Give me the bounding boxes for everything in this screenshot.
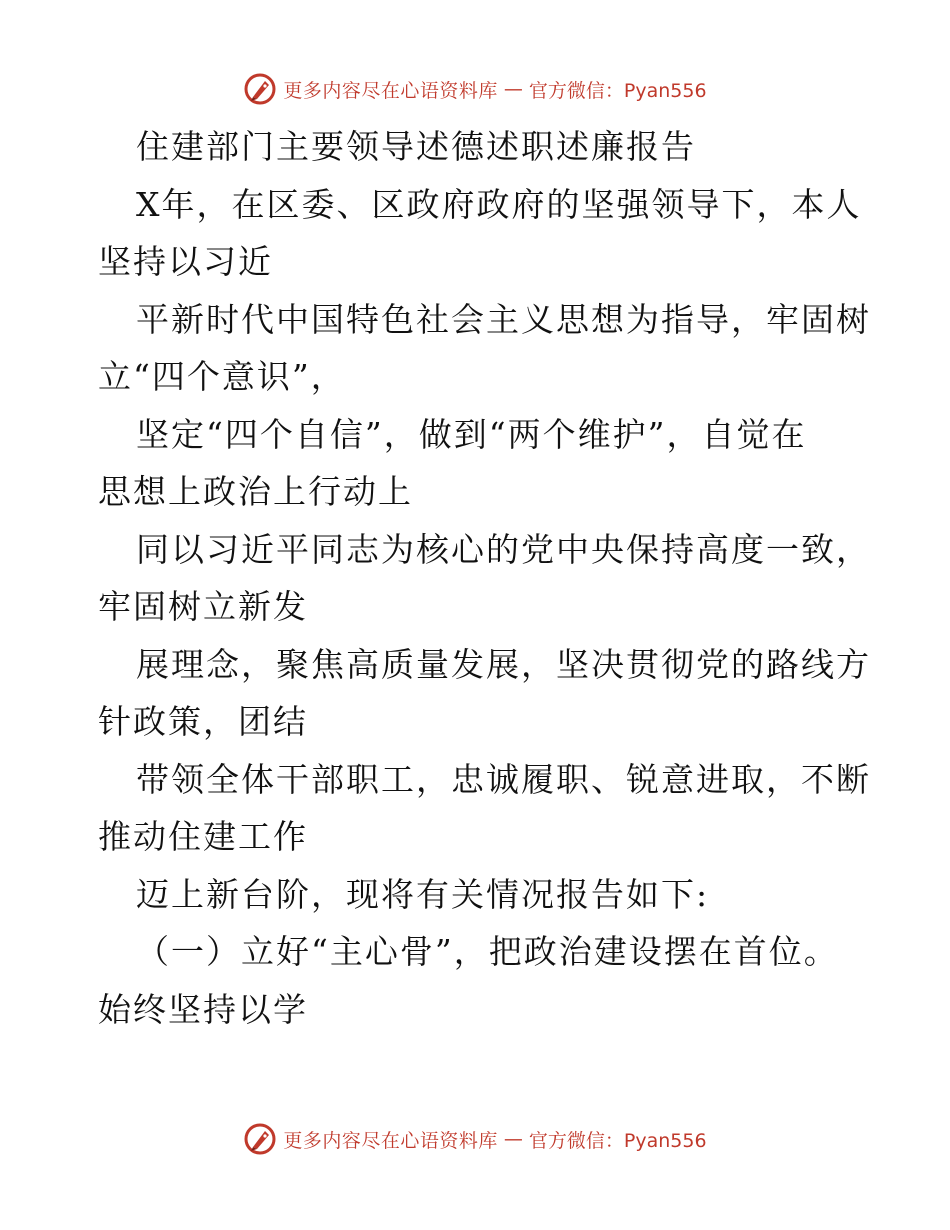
document-line: 迈上新台阶，现将有关情况报告如下: bbox=[136, 874, 710, 914]
document-body bbox=[98, 118, 871, 1038]
banner-dash: — bbox=[503, 78, 523, 100]
document-line: 带领全体干部职工，忠诚履职、锐意进取，不断 bbox=[136, 759, 871, 799]
pen-nib-logo-icon bbox=[243, 1122, 277, 1156]
document-line: 同以习近平同志为核心的党中央保持高度一致， bbox=[136, 529, 871, 569]
banner-brand-text: 更多内容尽在心语资料库 bbox=[283, 1129, 498, 1152]
banner-wechat-text: 官方微信：Pyan556 bbox=[528, 79, 707, 102]
document-line: 推动住建工作 bbox=[98, 817, 308, 856]
document-line: 始终坚持以学 bbox=[98, 989, 308, 1029]
document-title: 住建部门主要领导述德述职述廉报告 bbox=[136, 127, 696, 166]
document-line: 坚持以习近 bbox=[98, 242, 273, 281]
footer-banner bbox=[0, 1122, 950, 1156]
document-line: 展理念，聚焦高质量发展，坚决贯彻党的路线方 bbox=[136, 644, 871, 684]
document-line: 立“四个意识”， bbox=[98, 357, 346, 396]
document-line: 思想上政治上行动上 bbox=[98, 472, 413, 511]
header-banner bbox=[0, 72, 950, 106]
banner-brand-text: 更多内容尽在心语资料库 bbox=[283, 79, 498, 102]
document-line: 针政策，团结 bbox=[98, 702, 308, 741]
pen-nib-logo-icon bbox=[243, 72, 277, 106]
document-line: X年，在区委、区政府政府的坚强领导下，本人 bbox=[136, 184, 862, 224]
document-line: 牢固树立新发 bbox=[98, 587, 308, 626]
banner-dash: — bbox=[503, 1128, 523, 1150]
document-line: 平新时代中国特色社会主义思想为指导，牢固树 bbox=[136, 299, 871, 339]
banner-wechat-text: 官方微信：Pyan556 bbox=[528, 1129, 707, 1152]
document-line: 坚定“四个自信”，做到“两个维护”，自觉在 bbox=[136, 414, 807, 454]
document-line: （一）立好“主心骨”，把政治建设摆在首位。 bbox=[136, 932, 839, 971]
